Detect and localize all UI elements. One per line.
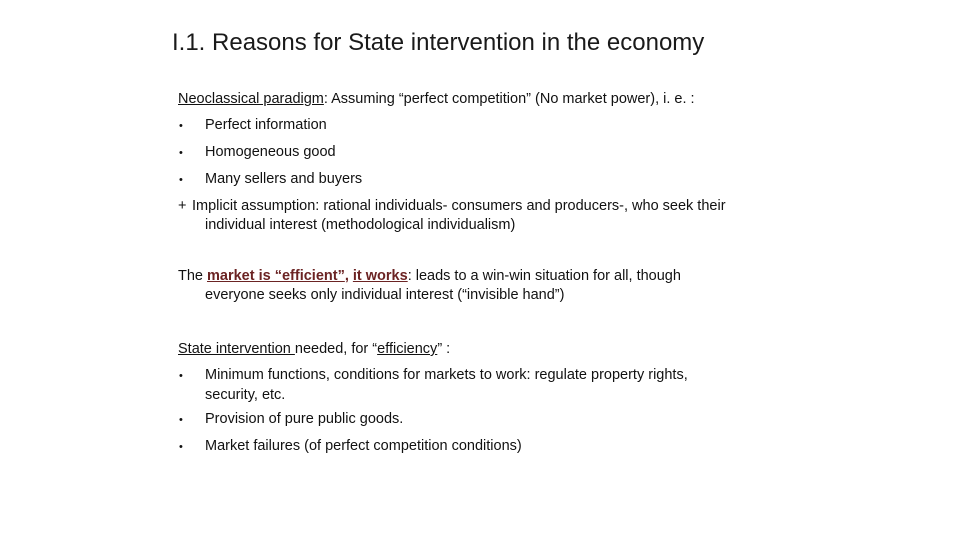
paradigm-plus-continuation: individual interest (methodological individualism) bbox=[205, 217, 516, 233]
state-bullet-text: Market failures (of perfect competition conditions) bbox=[205, 438, 522, 454]
paradigm-plus-text: Implicit assumption: rational individuals- consumers and producers-, who seek their bbox=[192, 198, 726, 214]
paradigm-bullet-text: Perfect information bbox=[205, 117, 327, 133]
state-heading-mid: needed, for “ bbox=[294, 341, 378, 357]
paradigm-bullet bbox=[178, 112, 818, 139]
paradigm-bullet-text: Homogeneous good bbox=[205, 144, 336, 160]
state-heading-line bbox=[178, 336, 818, 362]
bullet-icon: • bbox=[179, 147, 183, 159]
state-bullet bbox=[178, 362, 818, 389]
slide-title: I.1. Reasons for State intervention in the economy bbox=[172, 29, 705, 56]
state-heading-efficiency: efficiency bbox=[377, 341, 438, 357]
state-bullet-text: Provision of pure public goods. bbox=[205, 411, 404, 427]
market-suffix: : leads to a win-win situation for all, though bbox=[407, 268, 681, 284]
market-continuation: everyone seeks only individual interest (“invisible hand”) bbox=[205, 287, 565, 303]
paradigm-bullet-text: Many sellers and buyers bbox=[205, 171, 363, 187]
paradigm-plus-line bbox=[178, 193, 818, 219]
paradigm-bullet bbox=[178, 139, 818, 166]
market-works-highlight: it works bbox=[352, 268, 408, 284]
bullet-icon: • bbox=[179, 120, 183, 132]
bullet-icon: • bbox=[179, 414, 183, 426]
paradigm-section bbox=[178, 86, 818, 236]
market-efficient-highlight: market is “efficient” bbox=[207, 268, 345, 284]
market-prefix: The bbox=[178, 268, 208, 284]
plus-icon: + bbox=[178, 198, 187, 214]
state-bullet-continuation: security, etc. bbox=[205, 387, 286, 403]
market-line bbox=[178, 263, 818, 289]
state-heading-end: ” : bbox=[437, 341, 451, 357]
paradigm-heading-suffix: : Assuming “perfect competition” (No market power), i. e. : bbox=[323, 91, 695, 107]
state-heading: State intervention bbox=[178, 341, 295, 357]
state-bullet-text: Minimum functions, conditions for markets to work: regulate property rights, bbox=[205, 367, 688, 383]
state-bullet bbox=[178, 406, 818, 433]
bullet-icon: • bbox=[179, 370, 183, 382]
bullet-icon: • bbox=[179, 174, 183, 186]
paradigm-bullet bbox=[178, 166, 818, 193]
market-comma: , bbox=[344, 268, 353, 284]
state-section bbox=[178, 336, 818, 460]
paradigm-heading-line bbox=[178, 86, 818, 112]
paradigm-heading: Neoclassical paradigm bbox=[178, 91, 324, 107]
state-bullet bbox=[178, 433, 818, 460]
bullet-icon: • bbox=[179, 441, 183, 453]
market-section bbox=[178, 263, 818, 306]
